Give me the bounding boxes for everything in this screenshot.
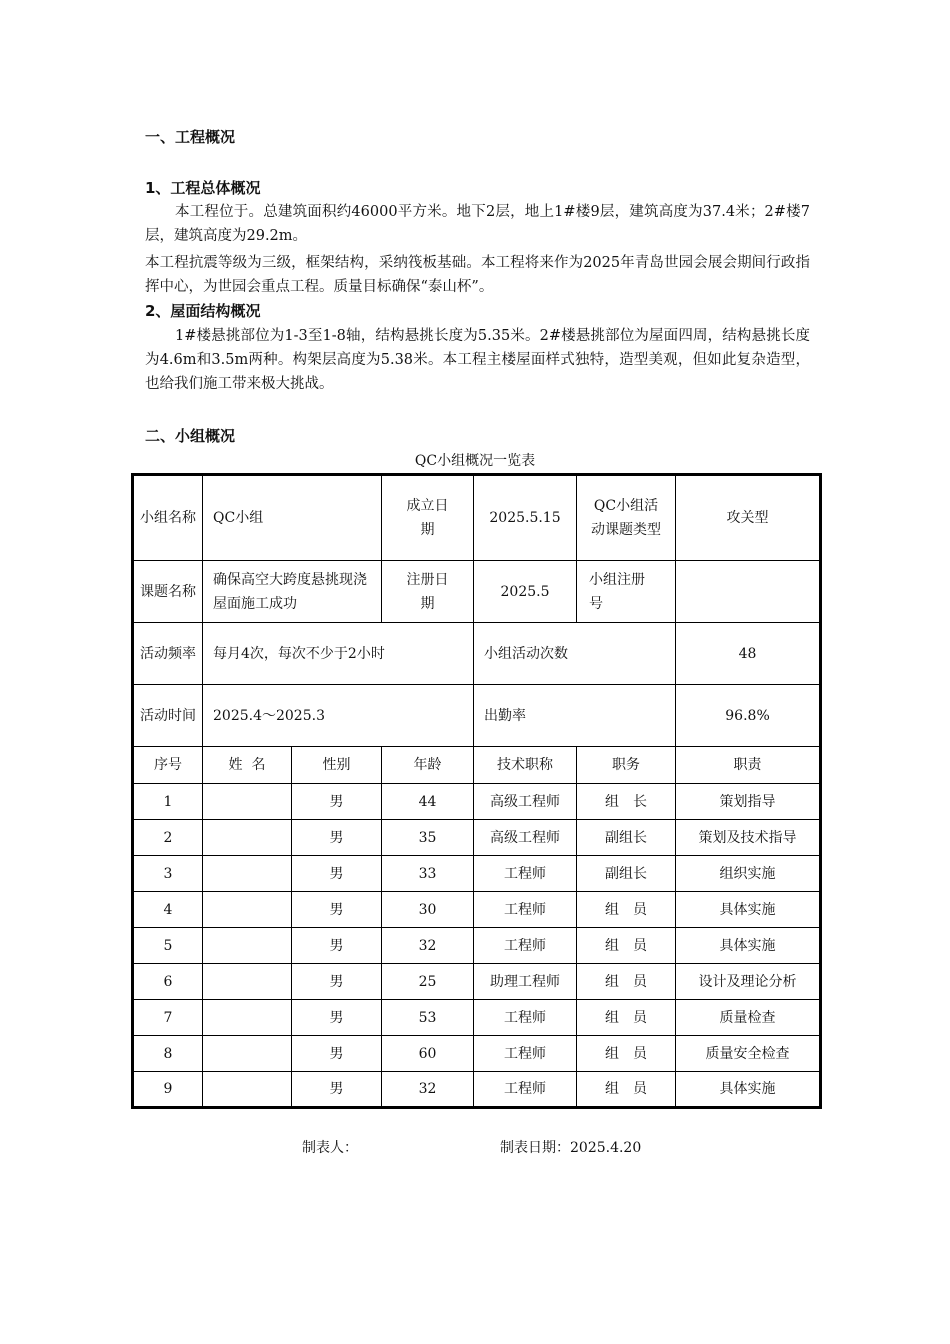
header-post: 职务 <box>577 747 676 784</box>
member-no: 1 <box>133 784 203 820</box>
time-label: 活动时间 <box>133 685 203 747</box>
member-title: 工程师 <box>474 1000 577 1036</box>
member-post: 副组长 <box>577 856 676 892</box>
table-date-label: 制表日期：2025.4.20 <box>500 1140 642 1156</box>
subsection-title-general: 1、工程总体概况 <box>145 179 261 197</box>
member-row <box>133 928 821 964</box>
paragraph-general-2: 本工程抗震等级为三级，框架结构，采纳筏板基础。本工程将来作为2025年青岛世园会展会期间行政指挥中心，为世园会重点工程。质量目标确保“泰山杯”。 <box>145 255 810 295</box>
member-no: 4 <box>133 892 203 928</box>
member-age: 32 <box>382 1072 474 1108</box>
member-post: 组 员 <box>577 964 676 1000</box>
member-title: 工程师 <box>474 856 577 892</box>
member-name <box>203 1072 292 1108</box>
member-name <box>203 1000 292 1036</box>
member-duty: 策划及技术指导 <box>676 820 821 856</box>
member-duty: 具体实施 <box>676 892 821 928</box>
section-title-group: 二、小组概况 <box>145 427 236 445</box>
member-sex: 男 <box>292 892 382 928</box>
member-no: 8 <box>133 1036 203 1072</box>
member-duty: 具体实施 <box>676 928 821 964</box>
member-age: 33 <box>382 856 474 892</box>
member-name <box>203 856 292 892</box>
member-post: 副组长 <box>577 820 676 856</box>
qc-group-table <box>131 473 822 1109</box>
member-post: 组 员 <box>577 892 676 928</box>
member-title: 高级工程师 <box>474 820 577 856</box>
time-value: 2025.4～2025.3 <box>203 685 474 747</box>
paragraph-general-1: 本工程位于。总建筑面积约46000平方米。地下2层，地上1#楼9层，建筑高度为37.4米；2#楼7层，建筑高度为29.2m。 <box>145 204 810 244</box>
member-name <box>203 784 292 820</box>
topic-label: 课题名称 <box>133 561 203 623</box>
member-row <box>133 820 821 856</box>
member-no: 9 <box>133 1072 203 1108</box>
header-sex: 性别 <box>292 747 382 784</box>
member-duty: 质量检查 <box>676 1000 821 1036</box>
member-duty: 设计及理论分析 <box>676 964 821 1000</box>
member-name <box>203 892 292 928</box>
attendance-label: 出勤率 <box>474 685 676 747</box>
member-title: 高级工程师 <box>474 784 577 820</box>
header-title: 技术职称 <box>474 747 577 784</box>
found-date-value: 2025.5.15 <box>474 475 577 561</box>
member-sex: 男 <box>292 964 382 1000</box>
member-header-row <box>133 747 821 784</box>
member-sex: 男 <box>292 1072 382 1108</box>
member-age: 35 <box>382 820 474 856</box>
member-sex: 男 <box>292 1036 382 1072</box>
count-label: 小组活动次数 <box>474 623 676 685</box>
topic-value: 确保高空大跨度悬挑现浇屋面施工成功 <box>203 561 382 623</box>
member-title: 工程师 <box>474 1036 577 1072</box>
member-post: 组 员 <box>577 928 676 964</box>
member-no: 2 <box>133 820 203 856</box>
member-age: 53 <box>382 1000 474 1036</box>
table-caption: QC小组概况一览表 <box>414 453 536 469</box>
header-name: 姓 名 <box>203 747 292 784</box>
member-title: 助理工程师 <box>474 964 577 1000</box>
member-name <box>203 928 292 964</box>
header-duty: 职责 <box>676 747 821 784</box>
member-no: 3 <box>133 856 203 892</box>
member-age: 44 <box>382 784 474 820</box>
member-sex: 男 <box>292 928 382 964</box>
group-name-value: QC小组 <box>203 475 382 561</box>
count-value: 48 <box>676 623 821 685</box>
paragraph-roof: 1#楼悬挑部位为1-3至1-8轴，结构悬挑长度为5.35米。2#楼悬挑部位为屋面四周，结构悬挑长度为4.6m和3.5m两种。构架层高度为5.38米。本工程主楼屋面样式独特，造型美观，但如此复杂造型，也给我们施工带来极大挑战。 <box>145 328 810 392</box>
member-no: 5 <box>133 928 203 964</box>
member-sex: 男 <box>292 820 382 856</box>
header-age: 年龄 <box>382 747 474 784</box>
member-name <box>203 1036 292 1072</box>
member-no: 7 <box>133 1000 203 1036</box>
reg-no-value <box>676 561 821 623</box>
member-row <box>133 892 821 928</box>
member-row <box>133 1036 821 1072</box>
section-title-overview: 一、工程概况 <box>145 128 236 146</box>
group-name-label: 小组名称 <box>133 475 203 561</box>
member-age: 30 <box>382 892 474 928</box>
found-date-label: 成立日期 <box>382 475 474 561</box>
member-post: 组 员 <box>577 1036 676 1072</box>
member-duty: 质量安全检查 <box>676 1036 821 1072</box>
member-name <box>203 820 292 856</box>
member-title: 工程师 <box>474 928 577 964</box>
freq-value: 每月4次，每次不少于2小时 <box>203 623 474 685</box>
member-sex: 男 <box>292 1000 382 1036</box>
member-post: 组 员 <box>577 1000 676 1036</box>
member-row <box>133 856 821 892</box>
header-no: 序号 <box>133 747 203 784</box>
member-row <box>133 964 821 1000</box>
freq-label: 活动频率 <box>133 623 203 685</box>
reg-date-label: 注册日期 <box>382 561 474 623</box>
table-maker-label: 制表人： <box>302 1140 358 1156</box>
member-post: 组 员 <box>577 1072 676 1108</box>
member-rows <box>133 784 821 1108</box>
member-duty: 策划指导 <box>676 784 821 820</box>
member-age: 25 <box>382 964 474 1000</box>
member-post: 组 长 <box>577 784 676 820</box>
reg-no-label: 小组注册号 <box>577 561 676 623</box>
member-age: 60 <box>382 1036 474 1072</box>
member-duty: 组织实施 <box>676 856 821 892</box>
member-name <box>203 964 292 1000</box>
member-title: 工程师 <box>474 1072 577 1108</box>
member-duty: 具体实施 <box>676 1072 821 1108</box>
reg-date-value: 2025.5 <box>474 561 577 623</box>
member-row <box>133 1072 821 1108</box>
topic-type-value: 攻关型 <box>676 475 821 561</box>
member-sex: 男 <box>292 856 382 892</box>
member-title: 工程师 <box>474 892 577 928</box>
member-no: 6 <box>133 964 203 1000</box>
member-age: 32 <box>382 928 474 964</box>
attendance-value: 96.8% <box>676 685 821 747</box>
subsection-title-roof: 2、屋面结构概况 <box>145 302 261 320</box>
member-row <box>133 784 821 820</box>
member-row <box>133 1000 821 1036</box>
topic-type-label: QC小组活动课题类型 <box>577 475 676 561</box>
member-sex: 男 <box>292 784 382 820</box>
